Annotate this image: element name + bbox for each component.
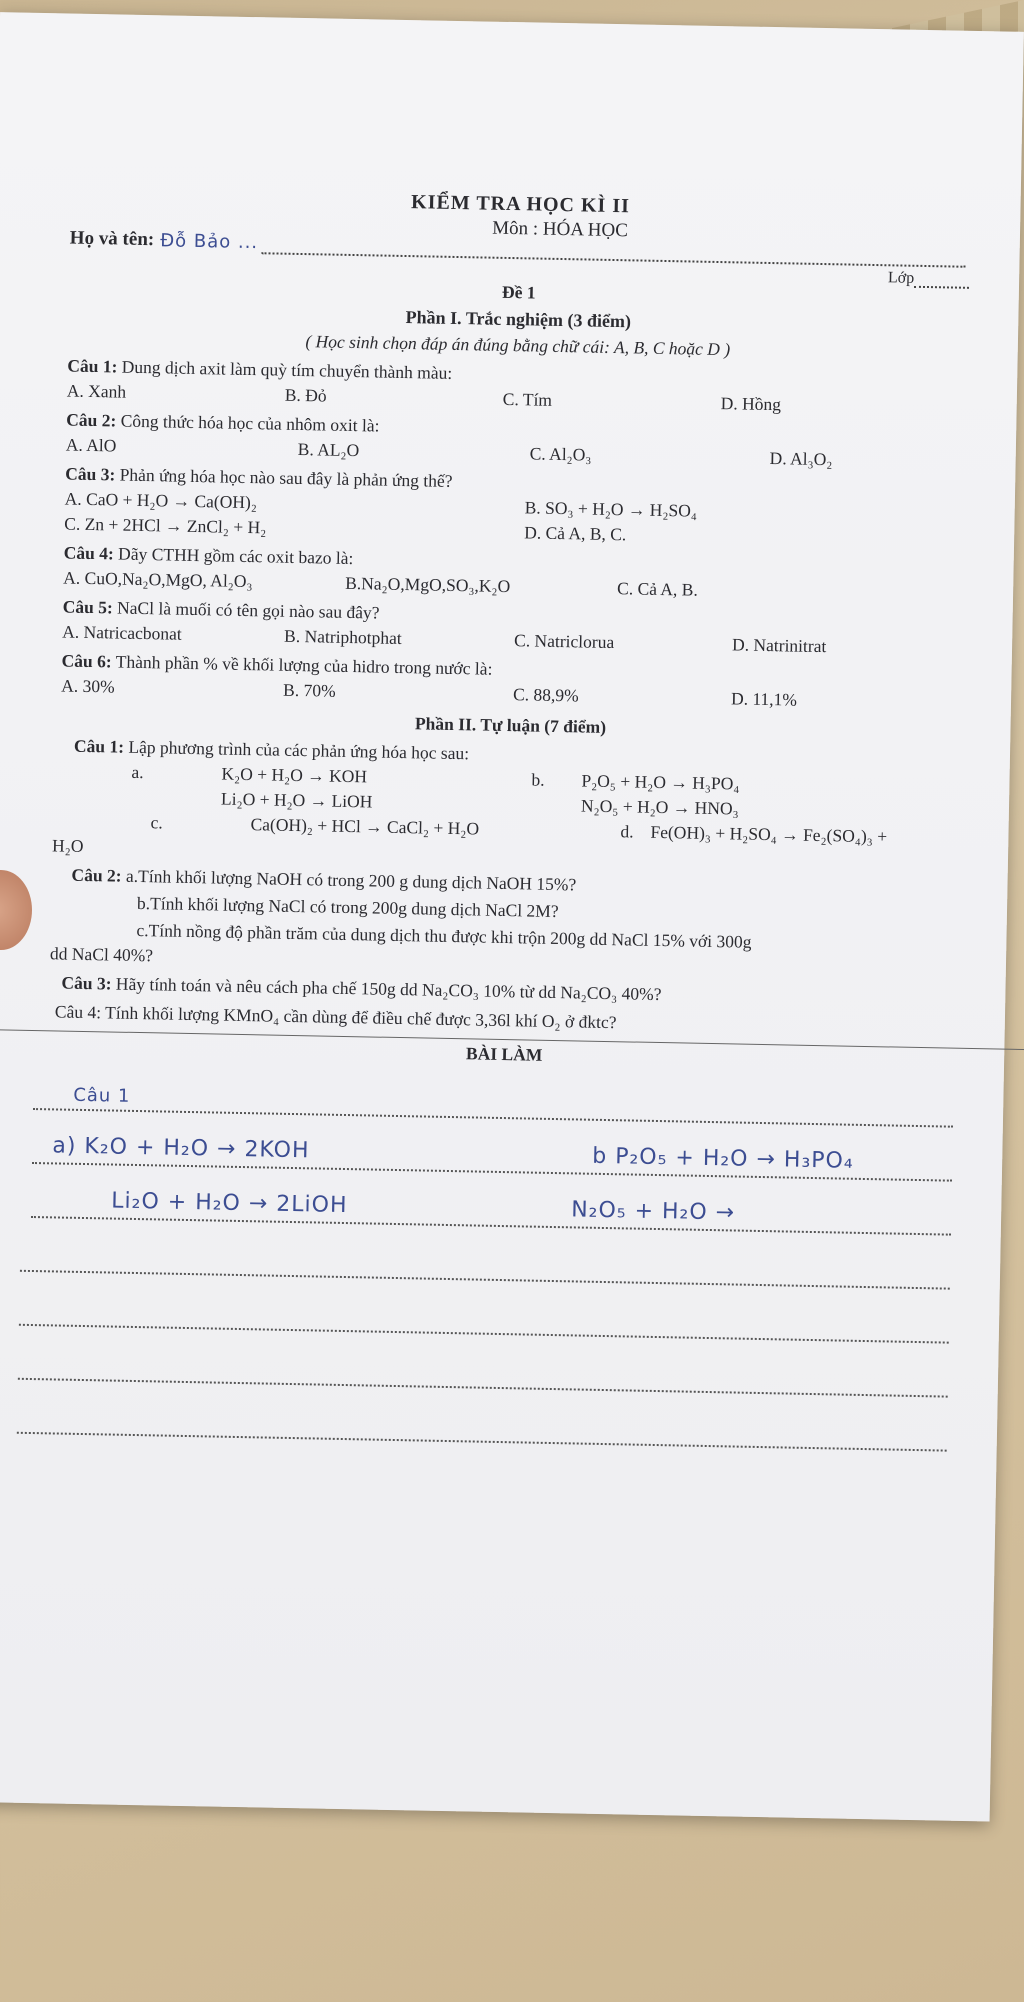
q4-label: Câu 4: — [63, 542, 115, 564]
c1-b-eq2: N₂O₅ + H₂O → HNO₃ — [580, 795, 739, 819]
q1-option-a: A. Xanh — [66, 380, 127, 402]
c2-c1: c.Tính nồng độ phần trăm của dung dịch thu được khi trộn 200g dd NaCl 15% với 300g — [136, 919, 752, 952]
q6-label: Câu 6: — [61, 650, 112, 672]
exam-paper — [0, 12, 1024, 1821]
answer-line-3-right: N₂O₅ + H₂O → — [570, 1197, 736, 1226]
c3-label: Câu 3: — [61, 972, 112, 994]
answer-heading: BÀI LÀM — [465, 1042, 543, 1065]
exam-code: Đề 1 — [501, 281, 536, 303]
q3-option-a: A. CaO + H₂O → Ca(OH)₂ — [64, 488, 258, 512]
class-dotted-line — [914, 269, 969, 289]
c2-label: Câu 2: — [71, 864, 122, 886]
c1-spacer-1 — [59, 785, 221, 809]
answer-line-4 — [20, 1239, 950, 1289]
answer-line-6 — [18, 1347, 948, 1397]
q5-option-b: B. Natriphotphat — [283, 625, 402, 648]
c1-text: Lập phương trình của các phản ứng hóa học sau: — [128, 736, 470, 763]
q6-text: Thành phần % về khối lượng của hidro trong nước là: — [115, 651, 493, 679]
name-label: Họ và tên: — [69, 227, 155, 251]
c1-d-eq1: Fe(OH)₃ + H₂SO₄ → Fe₂(SO₄)₃ + — [650, 821, 888, 846]
q6-option-c: C. 88,9% — [512, 683, 579, 705]
q4-option-a: A. CuO,Na₂O,MgO, Al₂O₃ — [63, 567, 253, 591]
part1-heading: Phần I. Trắc nghiệm (3 điểm) — [405, 306, 632, 332]
answer-line-5 — [19, 1293, 949, 1343]
class-label: Lớp — [887, 269, 915, 287]
c1-a-label: a. — [131, 761, 144, 782]
q5-option-d: D. Natrinitrat — [731, 633, 827, 656]
q1-text: Dung dịch axit làm quỳ tím chuyển thành màu: — [121, 356, 453, 383]
part2-heading: Phần II. Tự luận (7 điểm) — [414, 712, 607, 737]
q1-option-b: B. Đỏ — [284, 384, 327, 406]
q3-option-b: B. SO₃ + H₂O → H₂SO₄ — [524, 496, 698, 521]
c1-c-eq1: Ca(OH)₂ + HCl → CaCl₂ + H₂O — [250, 813, 480, 839]
q2-option-d: D. Al₃O₂ — [769, 447, 833, 469]
c2-b: b.Tính khối lượng NaCl có trong 200g dung dịch NaCl 2M? — [136, 892, 559, 921]
q3-option-c: C. Zn + 2HCl → ZnCl₂ + H₂ — [64, 513, 267, 537]
q5-option-c: C. Natriclorua — [513, 629, 615, 652]
answer-line-2-right: b P₂O₅ + H₂O → H₃PO₄ — [591, 1143, 854, 1174]
q1-option-c: C. Tím — [502, 388, 553, 410]
answer-line-3 — [31, 1186, 951, 1236]
c1-label: Câu 1: — [73, 735, 125, 757]
q6-option-a: A. 30% — [60, 675, 115, 697]
answer-line-7 — [17, 1401, 947, 1451]
q2-text: Công thức hóa học của nhôm oxit là: — [120, 410, 380, 436]
answer-line-2-left: a) K₂O + H₂O → 2KOH — [52, 1133, 310, 1164]
c1-b-label: b. — [531, 769, 545, 790]
q5-label: Câu 5: — [62, 596, 113, 618]
c4-text: Tính khối lượng KMnO₄ cần dùng để điều chế được 3,36l khí O₂ ở đktc? — [104, 1001, 617, 1032]
q5-option-a: A. Natricacbonat — [62, 621, 182, 644]
c1-c-label: c. — [150, 811, 163, 833]
q1-label: Câu 1: — [67, 355, 118, 377]
q4-text: Dãy CTHH gồm các oxit bazo là: — [117, 543, 354, 568]
answer-line-2 — [32, 1132, 952, 1182]
exam-title: KIỂM TRA HỌC KÌ II — [410, 191, 631, 218]
c1-a-eq2: Li₂O + H₂O → LiOH — [220, 788, 373, 812]
c2-a: a.Tính khối lượng NaOH có trong 200 g dung dịch NaOH 15%? — [125, 865, 577, 894]
q4-option-b: B.Na₂O,MgO,SO₃,K₂O — [345, 572, 511, 596]
answer-line-3-left: Li₂O + H₂O → 2LiOH — [111, 1188, 348, 1219]
q3-label: Câu 3: — [65, 463, 116, 485]
q2-option-b: B. AL₂O — [297, 438, 360, 460]
c1-d-label: d. — [620, 820, 634, 842]
c2-c2: dd NaCl 40%? — [49, 942, 154, 965]
c3-text: Hãy tính toán và nêu cách pha chế 150g dd Na₂CO₃ 10% từ dd Na₂CO₃ 40%? — [115, 973, 662, 1004]
q2-option-a: A. AlO — [65, 434, 117, 456]
q5-text: NaCl là muối có tên gọi nào sau đây? — [116, 597, 380, 623]
c1-a-eq1: K₂O + H₂O → KOH — [221, 763, 368, 786]
student-name-handwritten: Đỗ Bảo ... — [159, 230, 259, 254]
c1-b-eq1: P₂O₅ + H₂O → H₃PO₄ — [581, 770, 740, 794]
c4-label: Câu 4: — [54, 1000, 102, 1022]
q1-option-d: D. Hồng — [720, 392, 782, 414]
q4-option-c: C. Cả A, B. — [616, 577, 699, 600]
answer-line-1 — [33, 1078, 953, 1128]
q3-text: Phản ứng hóa học nào sau đây là phản ứng thế? — [119, 464, 453, 491]
q3-option-d: D. Cả A, B, C. — [524, 521, 627, 544]
part1-instruction: ( Học sinh chọn đáp án đúng bằng chữ cái: A, B, C hoặc D ) — [305, 330, 731, 359]
q6-option-d: D. 11,1% — [730, 687, 798, 710]
answer-line-1-text: Câu 1 — [73, 1084, 131, 1107]
exam-subject: Môn : HÓA HỌC — [492, 217, 629, 242]
q2-option-c: C. Al₂O₃ — [529, 442, 592, 465]
exam-content — [47, 184, 971, 1452]
q6-option-b: B. 70% — [282, 679, 336, 701]
q2-label: Câu 2: — [66, 409, 117, 431]
c1-d-wrap: H₂O — [51, 834, 84, 856]
